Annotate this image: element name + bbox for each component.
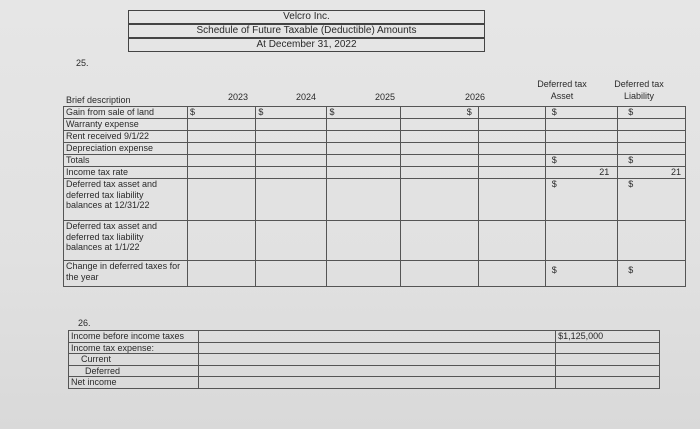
cell[interactable]	[327, 131, 401, 143]
cell[interactable]	[478, 143, 545, 155]
cell[interactable]	[478, 131, 545, 143]
rate-asset-value: 21	[599, 167, 610, 177]
cell[interactable]	[187, 167, 255, 179]
year-2023-header: 2023	[228, 92, 249, 102]
gain-extra-cell[interactable]	[478, 107, 545, 119]
label-line: Change in deferred taxes for	[66, 261, 181, 271]
cell[interactable]	[545, 143, 617, 155]
cell[interactable]	[545, 221, 617, 261]
cell[interactable]	[401, 179, 479, 221]
cell[interactable]	[327, 261, 401, 287]
cell[interactable]	[256, 261, 327, 287]
cell[interactable]	[198, 365, 555, 377]
row-deferred	[69, 365, 660, 377]
year-2024-header: 2024	[296, 92, 317, 102]
cell[interactable]	[401, 155, 479, 167]
cell[interactable]	[256, 119, 327, 131]
cell[interactable]	[401, 119, 479, 131]
row-current	[69, 354, 660, 366]
cell[interactable]	[401, 261, 479, 287]
balances-1231-liability-cell[interactable]	[618, 179, 686, 221]
rate-liability-cell[interactable]	[618, 167, 686, 179]
cell[interactable]	[618, 143, 686, 155]
depreciation-label: Depreciation expense	[64, 143, 188, 155]
dollar-sign: $	[551, 155, 557, 165]
cell[interactable]	[187, 221, 255, 261]
balances-1231-asset-cell[interactable]	[545, 179, 617, 221]
dollar-sign: $	[628, 179, 634, 189]
totals-liability-cell[interactable]	[618, 155, 686, 167]
row-gain	[64, 107, 686, 119]
cell[interactable]	[256, 131, 327, 143]
cell[interactable]	[327, 179, 401, 221]
cell[interactable]	[556, 365, 660, 377]
row-rate	[64, 167, 686, 179]
balances-11-label	[64, 221, 188, 261]
gain-2026-cell[interactable]	[401, 107, 479, 119]
dollar-sign: $	[628, 155, 634, 165]
cell[interactable]	[478, 155, 545, 167]
dollar-sign: $	[551, 179, 557, 189]
cell[interactable]	[478, 261, 545, 287]
row-change	[64, 261, 686, 287]
row-totals	[64, 155, 686, 167]
change-liability-cell[interactable]	[618, 261, 686, 287]
company-name-cell	[128, 10, 485, 24]
dollar-sign: $	[258, 107, 264, 117]
cell[interactable]	[556, 377, 660, 389]
cell[interactable]	[256, 143, 327, 155]
cell[interactable]	[256, 221, 327, 261]
rate-asset-cell[interactable]	[545, 167, 617, 179]
cell[interactable]	[327, 221, 401, 261]
label-line: balances at 1/1/22	[66, 242, 140, 252]
cell[interactable]	[187, 143, 255, 155]
cell[interactable]	[198, 377, 555, 389]
cell[interactable]	[187, 261, 255, 287]
row-income-before	[69, 331, 660, 343]
cell[interactable]	[401, 221, 479, 261]
cell[interactable]	[187, 131, 255, 143]
cell[interactable]	[187, 179, 255, 221]
row-warranty	[64, 119, 686, 131]
dollar-sign: $	[329, 107, 335, 117]
cell[interactable]	[187, 119, 255, 131]
row-depreciation	[64, 143, 686, 155]
year-2025-header: 2025	[375, 92, 396, 102]
cell[interactable]	[401, 143, 479, 155]
row-tax-expense	[69, 342, 660, 354]
brief-description-label: Brief description	[66, 95, 131, 105]
schedule-title-cell	[128, 24, 485, 38]
warranty-label: Warranty expense	[64, 119, 188, 131]
change-label	[64, 261, 188, 287]
row-balances-1231	[64, 179, 686, 221]
gain-asset-cell[interactable]	[545, 107, 617, 119]
cell[interactable]	[198, 354, 555, 366]
gain-label: Gain from sale of land	[64, 107, 188, 119]
cell[interactable]	[545, 119, 617, 131]
net-income-label: Net income	[69, 377, 199, 389]
gain-2024-cell[interactable]	[256, 107, 327, 119]
label-line: Deferred tax asset and	[66, 179, 158, 189]
gain-2025-cell[interactable]	[327, 107, 401, 119]
question-26-number: 26.	[78, 318, 91, 328]
dollar-sign: $	[628, 107, 634, 117]
deferred-asset-header-line1: Deferred tax	[537, 79, 587, 89]
deferred-label: Deferred	[69, 365, 199, 377]
cell[interactable]	[478, 119, 545, 131]
income-table	[68, 330, 660, 389]
cell[interactable]	[478, 167, 545, 179]
totals-asset-cell[interactable]	[545, 155, 617, 167]
cell[interactable]	[618, 221, 686, 261]
cell[interactable]	[327, 155, 401, 167]
dollar-sign: $	[551, 107, 557, 117]
dollar-sign: $	[628, 265, 634, 275]
row-rent	[64, 131, 686, 143]
deferred-asset-header	[530, 78, 594, 102]
row-net-income	[69, 377, 660, 389]
cell[interactable]	[256, 179, 327, 221]
deferred-liability-header-line1: Deferred tax	[614, 79, 664, 89]
company-name: Velcro Inc.	[283, 11, 330, 22]
cell[interactable]	[327, 119, 401, 131]
cell[interactable]	[256, 155, 327, 167]
cell[interactable]	[478, 179, 545, 221]
cell[interactable]	[545, 131, 617, 143]
cell[interactable]	[401, 131, 479, 143]
deferred-liability-header-line2: Liability	[623, 91, 654, 101]
income-before-label: Income before income taxes	[69, 331, 199, 343]
schedule-date: At December 31, 2022	[256, 39, 357, 50]
cell[interactable]	[556, 342, 660, 354]
dollar-sign: $	[189, 107, 195, 117]
cell[interactable]	[198, 342, 555, 354]
gain-liability-cell[interactable]	[618, 107, 686, 119]
rate-label: Income tax rate	[64, 167, 188, 179]
dollar-sign: $	[551, 265, 557, 275]
year-2026-header: 2026	[465, 92, 486, 102]
cell[interactable]	[556, 354, 660, 366]
label-line: deferred tax liability	[66, 231, 144, 242]
change-asset-cell[interactable]	[545, 261, 617, 287]
income-before-value-cell[interactable]	[556, 331, 660, 343]
deferred-liability-header	[604, 78, 674, 102]
deferred-asset-header-line2: Asset	[550, 91, 574, 101]
schedule-date-cell	[128, 38, 485, 52]
schedule-table	[63, 106, 686, 287]
label-line: deferred tax liability	[66, 189, 144, 200]
label-line: Deferred tax asset and	[66, 221, 158, 231]
rate-liability-value: 21	[670, 167, 681, 177]
current-label: Current	[69, 354, 199, 366]
totals-label: Totals	[64, 155, 188, 167]
question-25-number: 25.	[76, 58, 89, 68]
cell[interactable]	[327, 167, 401, 179]
label-line: the year	[66, 271, 99, 282]
dollar-sign: $	[466, 107, 472, 117]
balances-1231-label	[64, 179, 188, 221]
schedule-title: Schedule of Future Taxable (Deductible) Amounts	[196, 25, 417, 36]
cell[interactable]	[618, 119, 686, 131]
cell[interactable]	[618, 131, 686, 143]
gain-2023-cell[interactable]	[187, 107, 255, 119]
cell[interactable]	[478, 221, 545, 261]
cell[interactable]	[198, 331, 555, 343]
tax-expense-label: Income tax expense:	[69, 342, 199, 354]
cell[interactable]	[401, 167, 479, 179]
income-before-value: $1,125,000	[558, 331, 604, 341]
label-line: balances at 12/31/22	[66, 200, 150, 210]
cell[interactable]	[327, 143, 401, 155]
cell[interactable]	[187, 155, 255, 167]
row-balances-11	[64, 221, 686, 261]
rent-label: Rent received 9/1/22	[64, 131, 188, 143]
cell[interactable]	[256, 167, 327, 179]
